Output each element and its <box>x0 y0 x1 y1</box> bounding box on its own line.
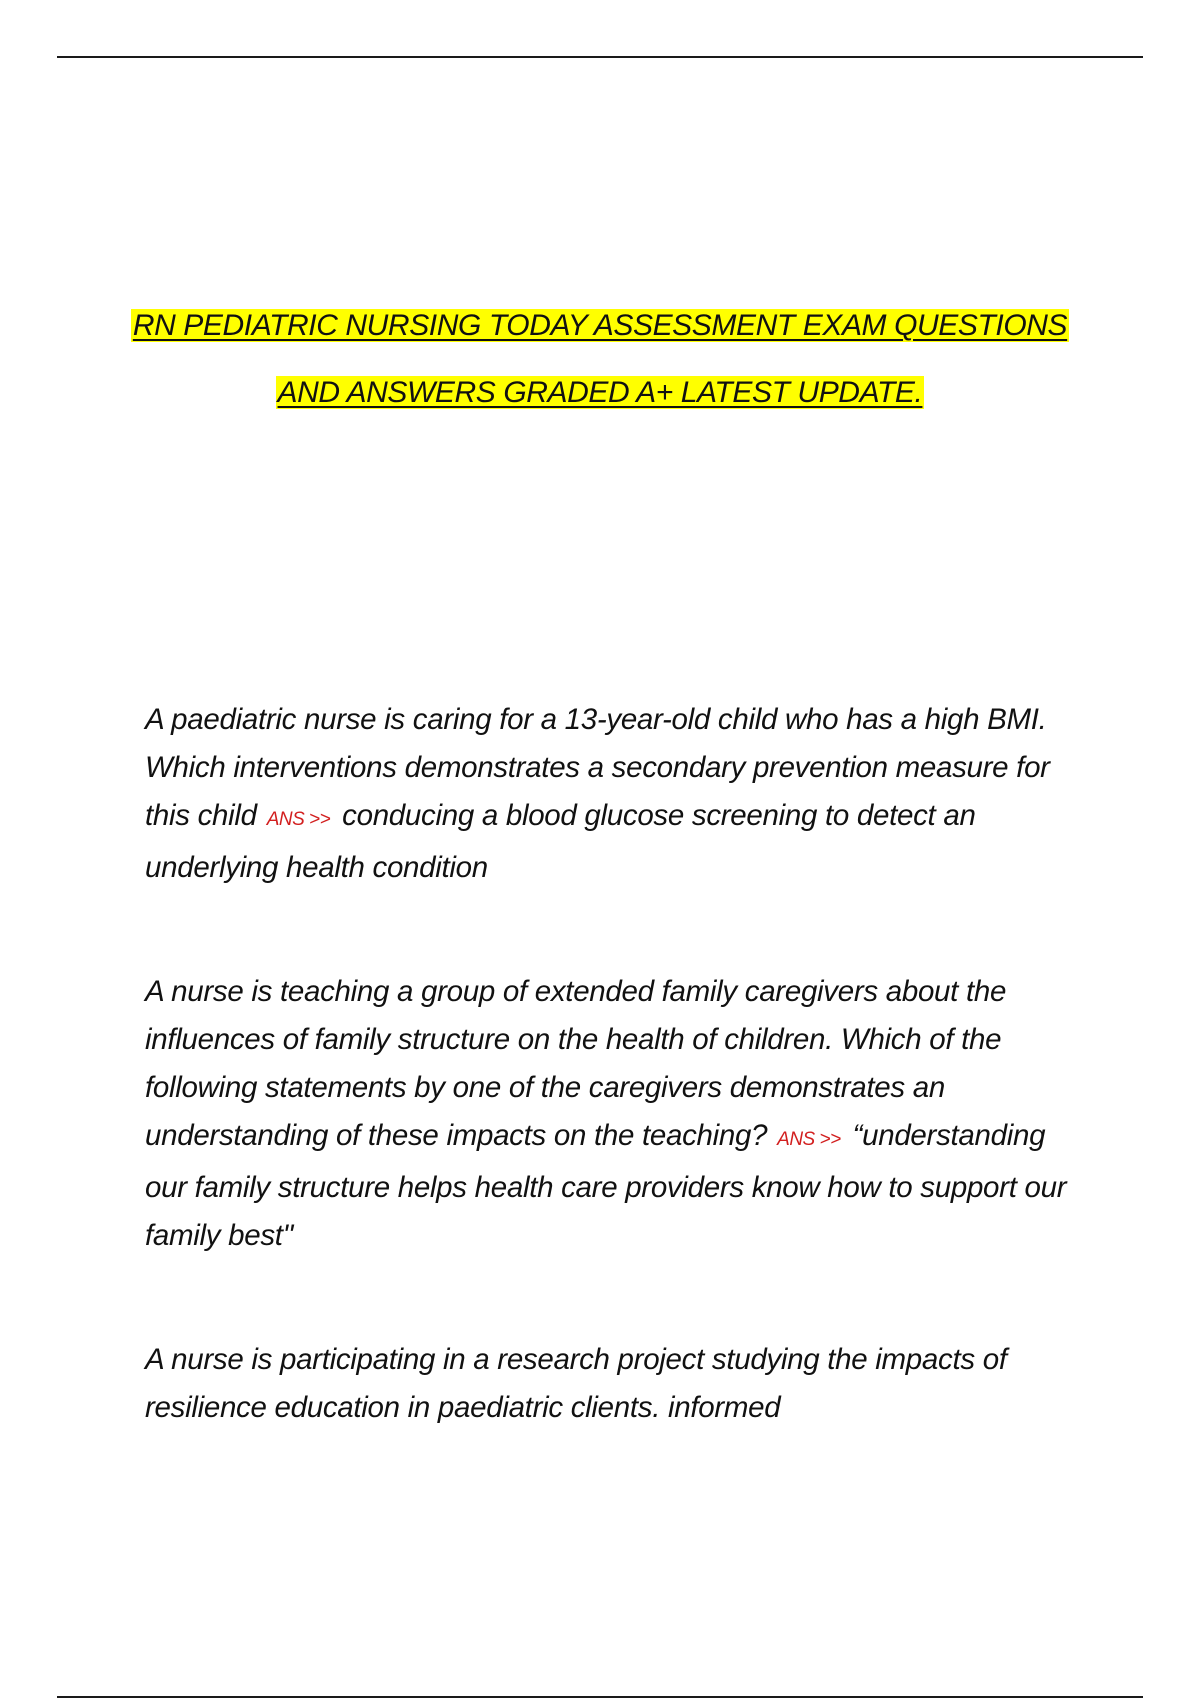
qa-item-2 <box>145 968 1090 1260</box>
header-rule <box>57 56 1143 58</box>
answer-marker: ANS >> <box>266 809 331 830</box>
answer-text: conducing a blood glucose screening to detect an underlying health condition <box>145 799 976 884</box>
title-line-1: RN PEDIATRIC NURSING TODAY ASSESSMENT EXAM QUESTIONS <box>132 309 1068 342</box>
question-text: A nurse is participating in a research project studying the impacts of resilience education in paediatric clients. informed <box>145 1343 1007 1424</box>
question-text: A paediatric nurse is caring for a 13-year-old child who has a high BMI. Which interventions demonstrates a secondary prevention measure for this child <box>145 703 1050 832</box>
qa-item-1 <box>145 696 1090 892</box>
answer-marker: ANS >> <box>777 1129 841 1150</box>
question-text: A nurse is teaching a group of extended family caregivers about the influences of family structure on the health of children. Which of the following statements by one of the caregivers demonstrates an understanding of these impacts on the teaching? <box>145 975 1007 1152</box>
document-title <box>100 292 1100 426</box>
qa-item-3 <box>145 1336 1090 1432</box>
footer-rule <box>57 1696 1143 1698</box>
answer-text: “understanding our family structure helps health care providers know how to support our family best" <box>145 1119 1067 1252</box>
title-line-2: AND ANSWERS GRADED A+ LATEST UPDATE. <box>277 376 923 409</box>
